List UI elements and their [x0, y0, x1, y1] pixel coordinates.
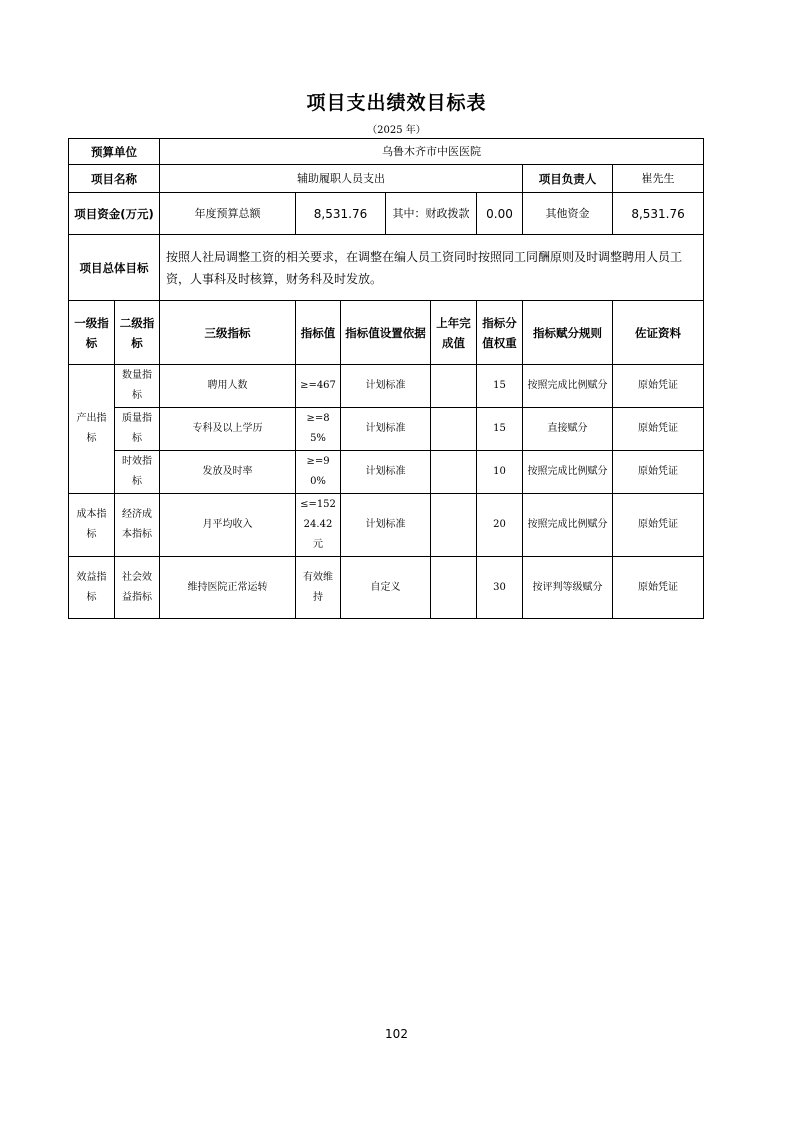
level2-indicator: 经济成本指标	[115, 494, 160, 557]
indicator-value: ≥=90%	[296, 451, 341, 494]
performance-target-table	[68, 138, 704, 619]
column-header: 二级指标	[115, 301, 160, 365]
level1-indicator: 产出指标	[69, 365, 115, 494]
overall-goal-text: 按照人社局调整工资的相关要求，在调整在编人员工资同时按照同工同酬原则及时调整聘用人员工资，人事科及时核算，财务科及时发放。	[160, 235, 704, 301]
annual-total-label: 年度预算总额	[160, 193, 296, 235]
column-header-row	[69, 301, 704, 365]
column-header: 佐证资料	[613, 301, 704, 365]
level3-indicator: 专科及以上学历	[160, 408, 296, 451]
level1-indicator: 效益指标	[69, 557, 115, 619]
indicator-weight: 10	[477, 451, 523, 494]
last-year-value	[431, 494, 477, 557]
level3-indicator: 聘用人数	[160, 365, 296, 408]
other-funds-label: 其他资金	[523, 193, 613, 235]
table-row	[69, 365, 704, 408]
level2-indicator: 社会效益指标	[115, 557, 160, 619]
indicator-weight: 20	[477, 494, 523, 557]
indicator-basis: 计划标准	[341, 365, 431, 408]
overall-goal-label: 项目总体目标	[69, 235, 160, 301]
project-manager-value: 崔先生	[613, 165, 704, 193]
indicator-basis: 计划标准	[341, 451, 431, 494]
project-name-row	[69, 165, 704, 193]
last-year-value	[431, 451, 477, 494]
level3-indicator: 维持医院正常运转	[160, 557, 296, 619]
table-row	[69, 557, 704, 619]
scoring-rule: 按照完成比例赋分	[523, 451, 613, 494]
indicator-basis: 计划标准	[341, 494, 431, 557]
budget-unit-label: 预算单位	[69, 139, 160, 165]
level2-indicator: 数量指标	[115, 365, 160, 408]
budget-unit-row	[69, 139, 704, 165]
level3-indicator: 发放及时率	[160, 451, 296, 494]
level3-indicator: 月平均收入	[160, 494, 296, 557]
indicator-value: ≤=15224.42元	[296, 494, 341, 557]
last-year-value	[431, 365, 477, 408]
evidence: 原始凭证	[613, 494, 704, 557]
column-header: 上年完成值	[431, 301, 477, 365]
last-year-value	[431, 408, 477, 451]
budget-unit-value: 乌鲁木齐市中医医院	[160, 139, 704, 165]
document-year: （2025 年）	[367, 125, 426, 136]
project-name-value: 辅助履职人员支出	[160, 165, 523, 193]
annual-total-value: 8,531.76	[296, 193, 386, 235]
project-funds-label: 项目资金(万元)	[69, 193, 160, 235]
overall-goal-row	[69, 235, 704, 301]
evidence: 原始凭证	[613, 557, 704, 619]
column-header: 三级指标	[160, 301, 296, 365]
column-header: 指标值设置依据	[341, 301, 431, 365]
evidence: 原始凭证	[613, 365, 704, 408]
other-funds-value: 8,531.76	[613, 193, 704, 235]
column-header: 指标值	[296, 301, 341, 365]
project-manager-label: 项目负责人	[523, 165, 613, 193]
project-funds-row	[69, 193, 704, 235]
level1-indicator: 成本指标	[69, 494, 115, 557]
level2-indicator: 时效指标	[115, 451, 160, 494]
fiscal-funds-label: 其中：财政拨款	[386, 193, 477, 235]
indicator-basis: 计划标准	[341, 408, 431, 451]
column-header: 指标赋分规则	[523, 301, 613, 365]
table-row	[69, 408, 704, 451]
indicator-weight: 15	[477, 365, 523, 408]
level2-indicator: 质量指标	[115, 408, 160, 451]
scoring-rule: 按照完成比例赋分	[523, 494, 613, 557]
scoring-rule: 按照完成比例赋分	[523, 365, 613, 408]
indicator-value: ≥=85%	[296, 408, 341, 451]
indicator-value: ≥=467	[296, 365, 341, 408]
page-number: 102	[385, 1027, 408, 1041]
project-name-label: 项目名称	[69, 165, 160, 193]
indicator-value: 有效维持	[296, 557, 341, 619]
last-year-value	[431, 557, 477, 619]
evidence: 原始凭证	[613, 408, 704, 451]
document-title: 项目支出绩效目标表	[306, 92, 487, 114]
column-header: 指标分值权重	[477, 301, 523, 365]
scoring-rule: 直接赋分	[523, 408, 613, 451]
indicator-basis: 自定义	[341, 557, 431, 619]
fiscal-funds-value: 0.00	[477, 193, 523, 235]
indicator-weight: 30	[477, 557, 523, 619]
indicator-weight: 15	[477, 408, 523, 451]
table-row	[69, 494, 704, 557]
scoring-rule: 按评判等级赋分	[523, 557, 613, 619]
column-header: 一级指标	[69, 301, 115, 365]
evidence: 原始凭证	[613, 451, 704, 494]
table-row	[69, 451, 704, 494]
